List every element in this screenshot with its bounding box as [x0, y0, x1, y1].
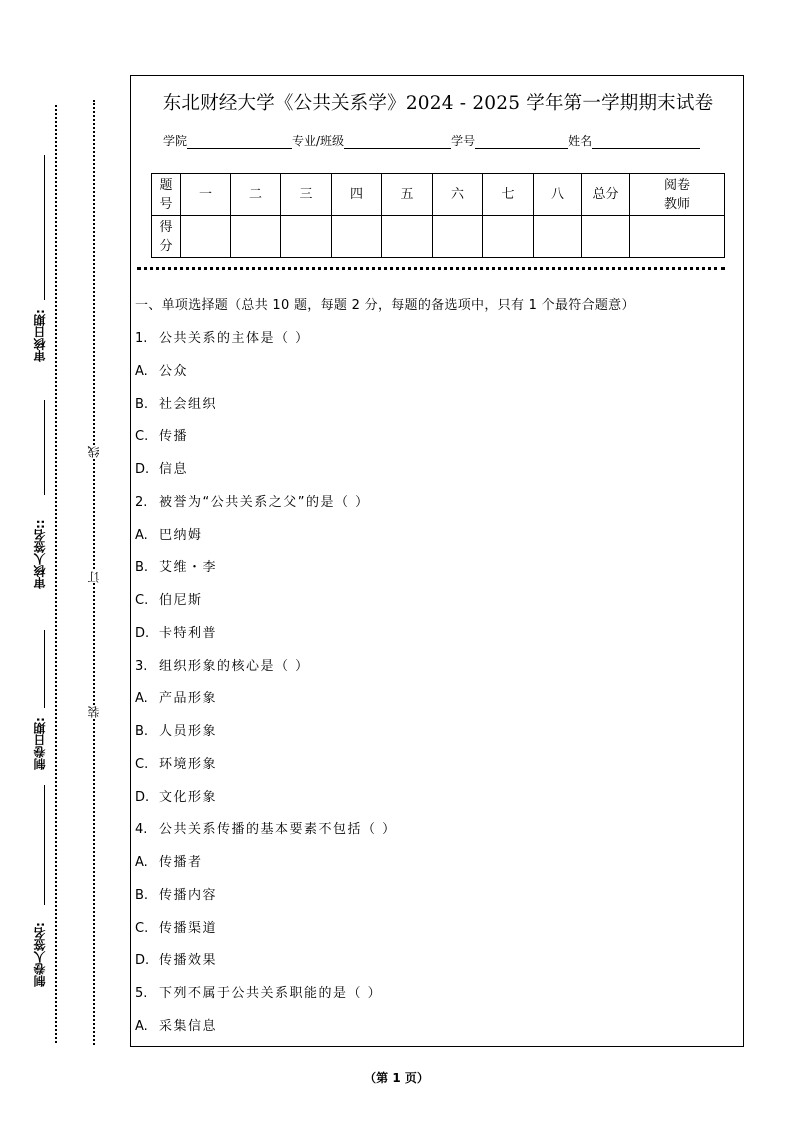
option-letter: D.	[135, 789, 150, 805]
option-text: 卡特利普	[159, 625, 218, 641]
answer-option[interactable]	[135, 589, 203, 608]
answer-option[interactable]	[135, 687, 217, 706]
maker-sign-label: 制卷人签名:	[33, 922, 47, 987]
answer-option[interactable]	[135, 425, 188, 444]
student-id-field[interactable]	[475, 134, 568, 149]
col-1: 一	[181, 174, 231, 216]
reviewer-date-line	[44, 155, 45, 300]
question-stem	[135, 982, 382, 1001]
col-8: 八	[534, 174, 582, 216]
question-text: 公共关系传播的基本要素不包括（ ）	[159, 822, 397, 838]
page-number: （第 1 页）	[364, 1071, 429, 1085]
col-5: 五	[382, 174, 433, 216]
col-4: 四	[332, 174, 382, 216]
option-letter: B.	[135, 396, 149, 412]
name-field[interactable]	[592, 134, 700, 149]
score-cell-total[interactable]	[582, 216, 630, 258]
college-field[interactable]	[187, 134, 292, 149]
score-cell-2[interactable]	[231, 216, 281, 258]
reviewer-sign-line	[44, 400, 45, 495]
section-heading: 一、单项选择题（总共 10 题，每题 2 分，每题的备选项中，只有 1 个最符合题意）	[135, 298, 635, 313]
reviewer-sign-label: 审核人签名::	[33, 519, 47, 589]
question-text: 下列不属于公共关系职能的是（ ）	[159, 986, 383, 1001]
question-stem	[135, 655, 310, 674]
option-text: 伯尼斯	[159, 593, 203, 608]
student-info-row	[163, 132, 700, 149]
option-letter: B.	[135, 724, 149, 739]
score-cell-grader[interactable]	[630, 216, 725, 258]
exam-frame	[130, 75, 744, 1047]
col-total: 总分	[582, 174, 630, 216]
score-cell-3[interactable]	[281, 216, 332, 258]
score-cell-4[interactable]	[332, 216, 382, 258]
option-letter: A.	[135, 691, 148, 707]
maker-date-line	[44, 630, 45, 708]
option-text: 信息	[159, 462, 189, 477]
question-stem	[135, 491, 370, 510]
student-id-label: 学号	[451, 134, 476, 148]
answer-option[interactable]	[135, 949, 217, 968]
answer-option[interactable]	[135, 393, 217, 412]
option-letter: A.	[135, 363, 148, 379]
score-table	[151, 173, 725, 258]
answer-option[interactable]	[135, 917, 217, 936]
answer-option[interactable]	[135, 720, 217, 739]
section-separator	[137, 267, 725, 270]
question-number: 4.	[135, 822, 148, 838]
answer-option[interactable]	[135, 556, 217, 575]
major-class-label: 专业/班级	[292, 134, 345, 148]
col-grader: 阅卷教师	[630, 174, 725, 216]
answer-option[interactable]	[135, 622, 217, 641]
major-class-field[interactable]	[344, 134, 451, 149]
question-text: 公共关系的主体是（ ）	[159, 331, 310, 346]
option-text: 传播效果	[159, 953, 218, 969]
option-text: 文化形象	[159, 789, 218, 805]
option-letter: A.	[135, 1018, 148, 1034]
answer-option[interactable]	[135, 1015, 217, 1034]
question-stem	[135, 818, 397, 837]
maker-sign-line	[44, 785, 45, 905]
answer-option[interactable]	[135, 458, 188, 477]
question-number: 1.	[135, 331, 148, 346]
exam-title: 东北财经大学《公共关系学》2024 - 2025 学年第一学期期末试卷	[162, 93, 714, 114]
answer-option[interactable]	[135, 524, 203, 543]
option-letter: B.	[135, 560, 149, 576]
option-letter: A.	[135, 527, 148, 543]
option-letter: D.	[135, 462, 150, 477]
option-text: 公众	[159, 363, 189, 379]
option-text: 环境形象	[159, 756, 218, 772]
answer-option[interactable]	[135, 786, 217, 805]
reviewer-date-label: 审核日期:	[33, 309, 47, 362]
option-letter: C.	[135, 756, 149, 772]
option-text: 传播渠道	[159, 920, 218, 936]
outer-dotted-line	[55, 105, 57, 1043]
row-label-score: 得分	[152, 216, 181, 258]
answer-option[interactable]	[135, 851, 203, 870]
college-label: 学院	[163, 134, 188, 148]
question-text: 组织形象的核心是（ ）	[159, 658, 310, 674]
option-letter: B.	[135, 887, 149, 903]
option-letter: C.	[135, 593, 149, 608]
question-number: 5.	[135, 986, 148, 1001]
answer-option[interactable]	[135, 360, 188, 379]
score-cell-8[interactable]	[534, 216, 582, 258]
col-3: 三	[281, 174, 332, 216]
option-text: 社会组织	[159, 396, 218, 412]
option-text: 艾维・李	[159, 560, 218, 576]
answer-option[interactable]	[135, 884, 217, 903]
col-7: 七	[483, 174, 534, 216]
question-stem	[135, 327, 310, 346]
maker-date-label: 制卷日期:	[33, 717, 47, 770]
name-label: 姓名	[568, 134, 593, 148]
bind-char-line: 线	[87, 446, 101, 458]
score-cell-6[interactable]	[433, 216, 483, 258]
option-text: 传播	[159, 429, 189, 445]
option-text: 产品形象	[159, 691, 218, 707]
score-cell-1[interactable]	[181, 216, 231, 258]
option-text: 传播者	[159, 855, 203, 870]
score-table-header-row	[152, 174, 725, 216]
col-6: 六	[433, 174, 483, 216]
score-cell-7[interactable]	[483, 216, 534, 258]
option-text: 采集信息	[159, 1018, 218, 1034]
bind-char-order: 订	[87, 571, 101, 583]
question-number: 2.	[135, 494, 148, 510]
option-text: 人员形象	[159, 724, 218, 739]
question-text: 被誉为“公共关系之父”的是（ ）	[159, 494, 370, 510]
option-letter: D.	[135, 625, 150, 641]
option-text: 传播内容	[159, 887, 218, 903]
option-letter: D.	[135, 953, 150, 969]
score-table-score-row	[152, 216, 725, 258]
question-number: 3.	[135, 658, 148, 674]
row-label-question: 题号	[152, 174, 181, 216]
option-text: 巴纳姆	[159, 527, 203, 543]
bind-char-bind: 装	[87, 706, 101, 718]
option-letter: A.	[135, 855, 148, 870]
col-2: 二	[231, 174, 281, 216]
option-letter: C.	[135, 429, 149, 445]
answer-option[interactable]	[135, 753, 217, 772]
option-letter: C.	[135, 920, 149, 936]
score-cell-5[interactable]	[382, 216, 433, 258]
